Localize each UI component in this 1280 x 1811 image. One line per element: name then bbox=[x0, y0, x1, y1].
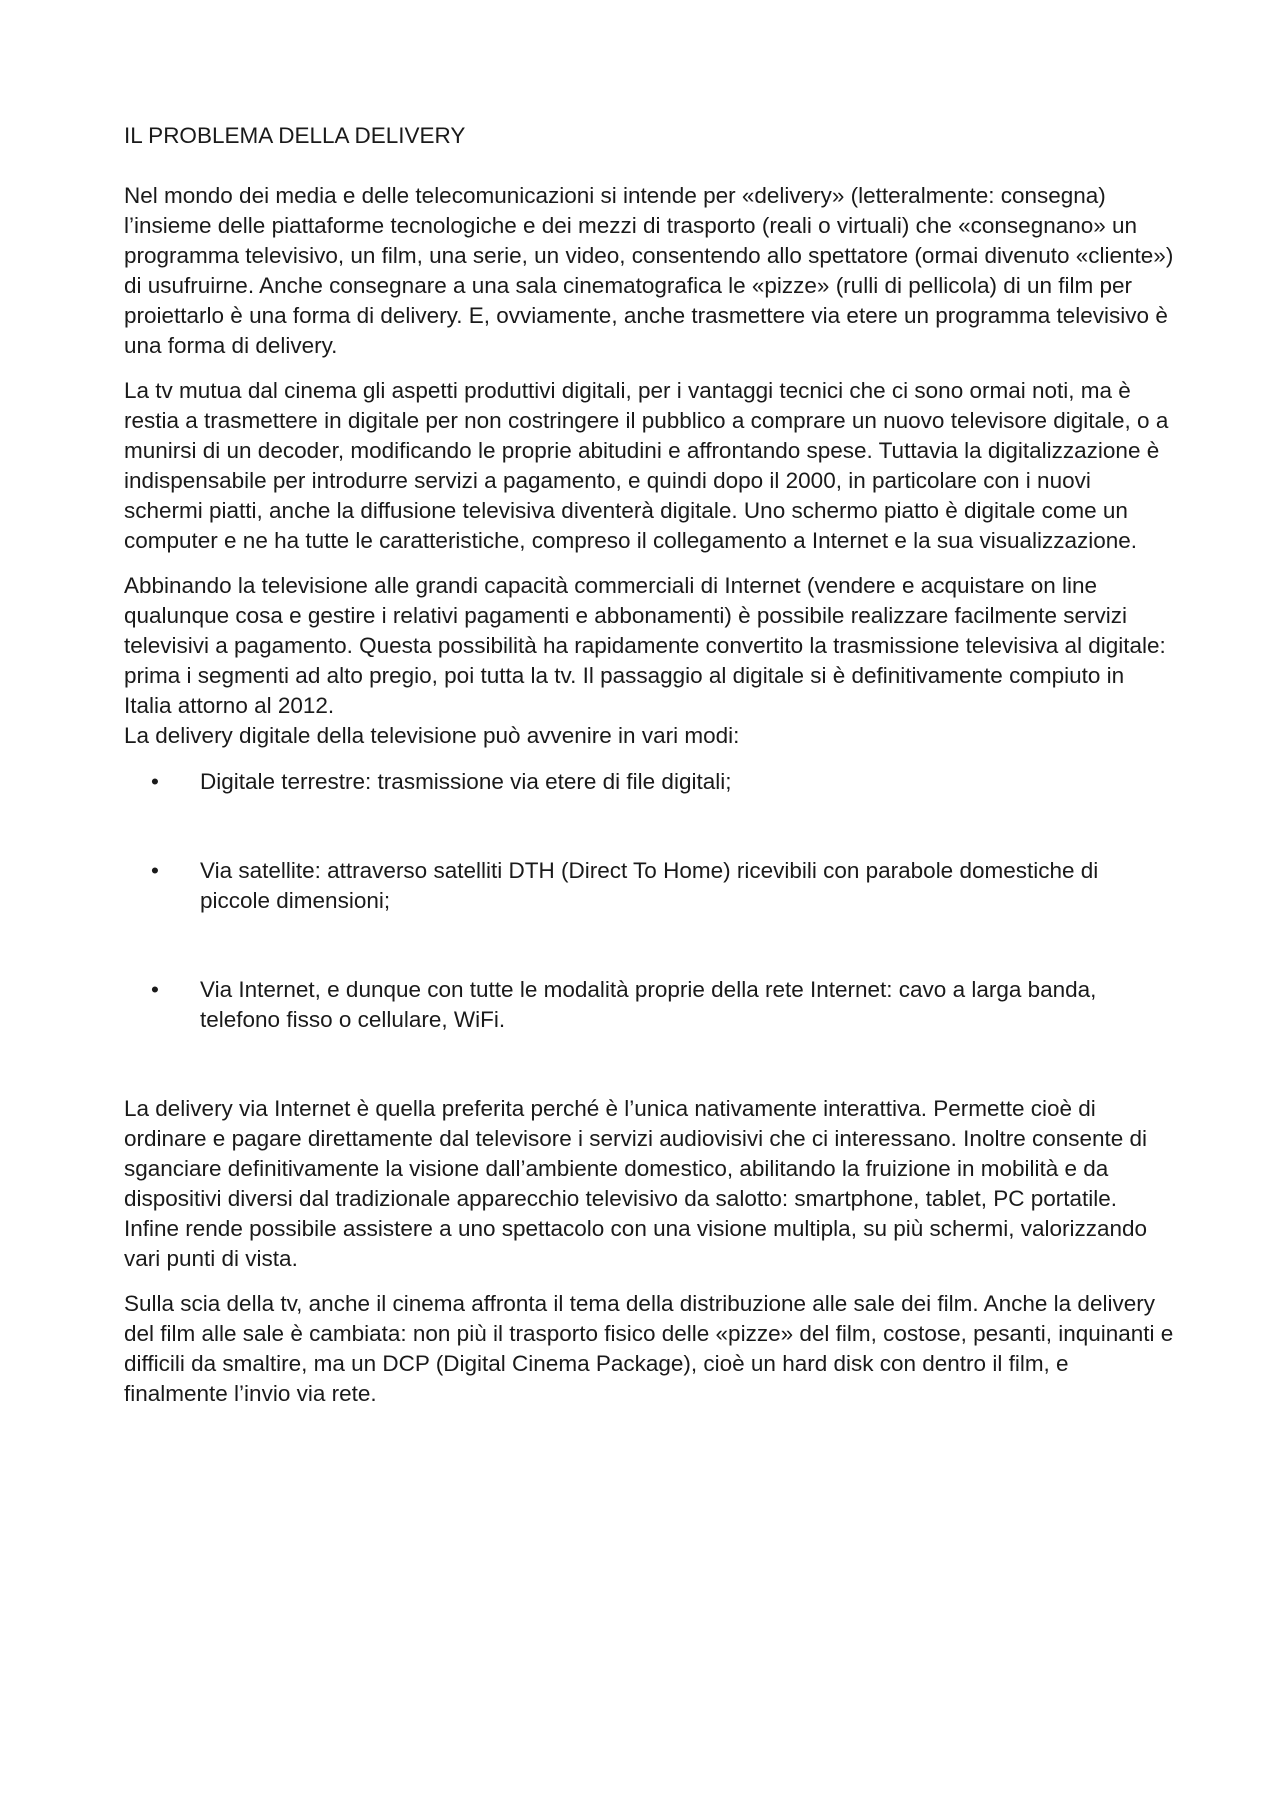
list-item-text: Digitale terrestre: trasmissione via etere di file digitali; bbox=[200, 769, 732, 794]
list-item-text: Via satellite: attraverso satelliti DTH (Direct To Home) ricevibili con parabole domestiche di bbox=[200, 858, 1099, 883]
bullet-icon: • bbox=[151, 977, 159, 1002]
delivery-modes-list bbox=[124, 767, 1174, 1035]
page-title: IL PROBLEMA DELLA DELIVERY bbox=[124, 123, 466, 148]
paragraph-internet-delivery: La delivery via Internet è quella preferita perché è l’unica nativamente interattiva. Permette cioè di ordinare e pagare direttamente dal televisore i servizi audiovisivi che ci interessano. Inoltre consente di sganciare definitivamente la visione dall’ambiente domestico, abilitando la fruizione in mobilità e da dispositivi diversi dal tradizionale apparecchio televisivo da salotto: smartphone, tablet, PC portatile. Infine rende possibile assistere a uno spettacolo con una visione multipla, su più schermi, valorizzando vari punti di vista. bbox=[124, 1096, 1148, 1271]
paragraph-tv-digital: La tv mutua dal cinema gli aspetti produttivi digitali, per i vantaggi tecnici che ci sono ormai noti, ma è restia a trasmettere in digitale per non costringere il pubblico a comprare un nuovo televisore digitale, o a munirsi di un decoder, modificando le proprie abitudini e affrontando spese. Tuttavia la digitalizzazione è indispensabile per introdurre servizi a pagamento, e quindi dopo il 2000, in particolare con i nuovi schermi piatti, anche la diffusione televisiva diventerà digitale. Uno schermo piatto è digitale come un computer e ne ha tutte le caratteristiche, compreso il collegamento a Internet e la sua visualizzazione. bbox=[124, 378, 1169, 553]
list-item-text-continued: piccole dimensioni; bbox=[200, 888, 391, 913]
list-item-satellite bbox=[124, 856, 1174, 916]
bullet-icon: • bbox=[151, 858, 159, 883]
paragraph-cinema-delivery: Sulla scia della tv, anche il cinema affronta il tema della distribuzione alle sale dei film. Anche la delivery del film alle sale è cambiata: non più il trasporto fisico delle «pizze» del film, costose, pesanti, inquinanti e difficili da smaltire, ma un DCP (Digital Cinema Package), cioè un hard disk con dentro il film, e finalmente l’invio via rete. bbox=[124, 1291, 1174, 1406]
list-item-digital-terrestrial bbox=[124, 767, 1174, 797]
document-body bbox=[124, 121, 1174, 1424]
paragraph-delivery-definition: Nel mondo dei media e delle telecomunicazioni si intende per «delivery» (letteralmente: consegna) l’insieme delle piattaforme tecnologiche e dei mezzi di trasporto (reali o virtuali) che «consegnano» un programma televisivo, un film, una serie, un video, consentendo allo spettatore (ormai divenuto «cliente») di usufruirne. Anche consegnare a una sala cinematografica le «pizze» (rulli di pellicola) di un film per proiettarlo è una forma di delivery. E, ovviamente, anche trasmettere via etere un programma televisivo è una forma di delivery. bbox=[124, 183, 1174, 358]
list-item-text: Via Internet, e dunque con tutte le modalità proprie della rete Internet: cavo a larga banda, telefono fisso o cellulare, WiFi. bbox=[200, 977, 1097, 1032]
paragraph-delivery-modes-intro: La delivery digitale della televisione può avvenire in vari modi: bbox=[124, 723, 740, 748]
list-item-internet bbox=[124, 975, 1174, 1035]
paragraph-internet-tv: Abbinando la televisione alle grandi capacità commerciali di Internet (vendere e acquistare on line qualunque cosa e gestire i relativi pagamenti e abbonamenti) è possibile realizzare facilmente servizi televisivi a pagamento. Questa possibilità ha rapidamente convertito la trasmissione televisiva al digitale: prima i segmenti ad alto pregio, poi tutta la tv. Il passaggio al digitale si è definitivamente compiuto in Italia attorno al 2012. bbox=[124, 573, 1166, 718]
bullet-icon: • bbox=[151, 769, 159, 794]
